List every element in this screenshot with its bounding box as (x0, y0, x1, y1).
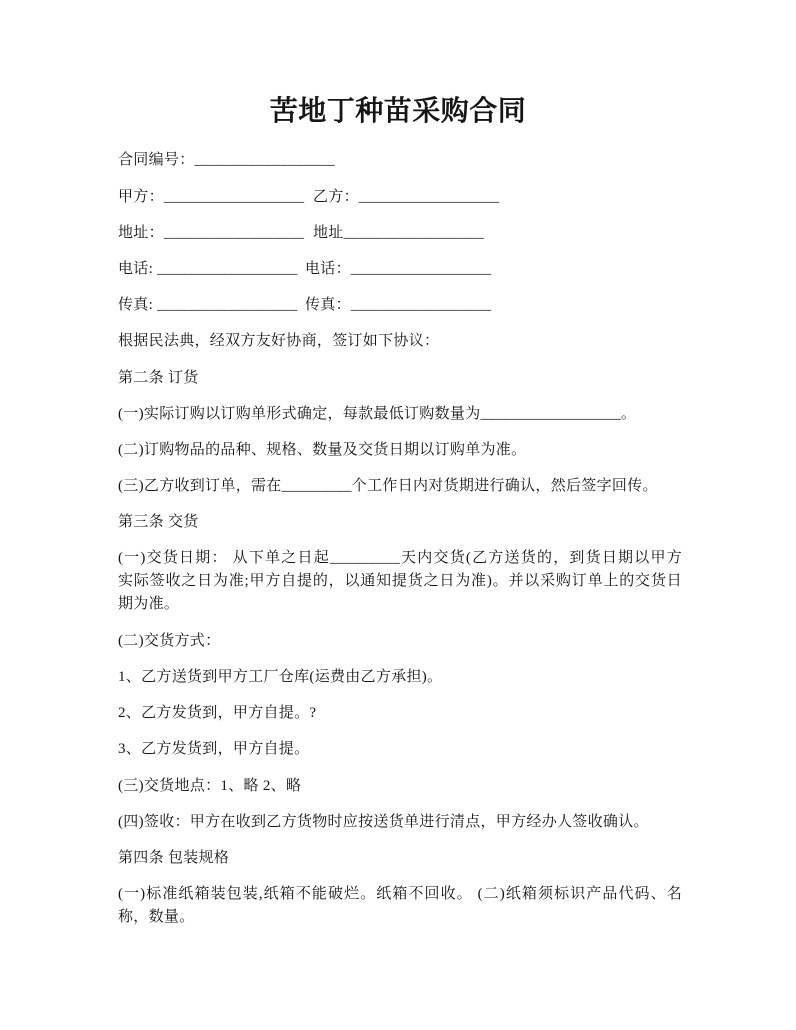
party-a-field: 甲方：__________________ (118, 189, 305, 205)
article-4-packaging (118, 883, 682, 929)
paragraph-line: (一)交货日期： 从下单之日起_________天内交货(乙方送货的，到货日期以甲方 (118, 550, 682, 566)
document-title: 苦地丁种苗采购合同 (269, 96, 527, 127)
fax-row (118, 295, 492, 315)
paragraph-line: 期为准。 (118, 596, 180, 612)
address-a-field: 地址：__________________ (118, 225, 305, 241)
party-b-field: 乙方：__________________ (313, 189, 500, 205)
contract-number-field: 合同编号：__________________ (118, 152, 335, 168)
phone-a-field: 电话: __________________ (118, 261, 298, 277)
article-3-heading: 第三条 交货 (118, 514, 199, 530)
party-row (118, 187, 500, 207)
article-2-item-3: (三)乙方收到订单，需在_________个工作日内对货期进行确认，然后签字回传。 (118, 478, 658, 494)
address-row (118, 223, 484, 243)
delivery-method-option-2: 2、乙方发货到，甲方自提。? (118, 705, 317, 721)
fax-b-field: 传真：__________________ (305, 297, 492, 313)
article-3-delivery-place: (三)交货地点：1、略 2、略 (118, 778, 302, 794)
phone-row (118, 259, 492, 279)
delivery-method-option-3: 3、乙方发货到，甲方自提。 (118, 741, 310, 757)
paragraph-line: 实际签收之日为准;甲方自提的，以通知提货之日为准)。并以采购订单上的交货日 (118, 573, 682, 589)
delivery-method-option-1: 1、乙方送货到甲方工厂仓库(运费由乙方承担)。 (118, 669, 443, 685)
paragraph-line: (一)标准纸箱装包装,纸箱不能破烂。纸箱不回收。 (二)纸箱须标识产品代码、名 (118, 886, 682, 902)
article-2-item-1: (一)实际订购以订购单形式确定，每款最低订购数量为__________________。 (118, 406, 637, 422)
paragraph-line: 称，数量。 (118, 909, 195, 925)
article-3-delivery-method: (二)交货方式： (118, 633, 221, 649)
fax-a-field: 传真: __________________ (118, 297, 298, 313)
article-2-item-2: (二)订购物品的品种、规格、数量及交货日期以订购单为准。 (118, 442, 527, 458)
preamble: 根据民法典，经双方友好协商，签订如下协议： (118, 333, 440, 349)
article-2-heading: 第二条 订货 (118, 370, 199, 386)
phone-b-field: 电话：__________________ (305, 261, 492, 277)
article-4-heading: 第四条 包装规格 (118, 850, 230, 866)
article-3-acceptance: (四)签收：甲方在收到乙方货物时应按送货单进行清点，甲方经办人签收确认。 (118, 814, 649, 830)
article-3-delivery-date (118, 547, 682, 616)
address-b-field: 地址__________________ (313, 225, 484, 241)
